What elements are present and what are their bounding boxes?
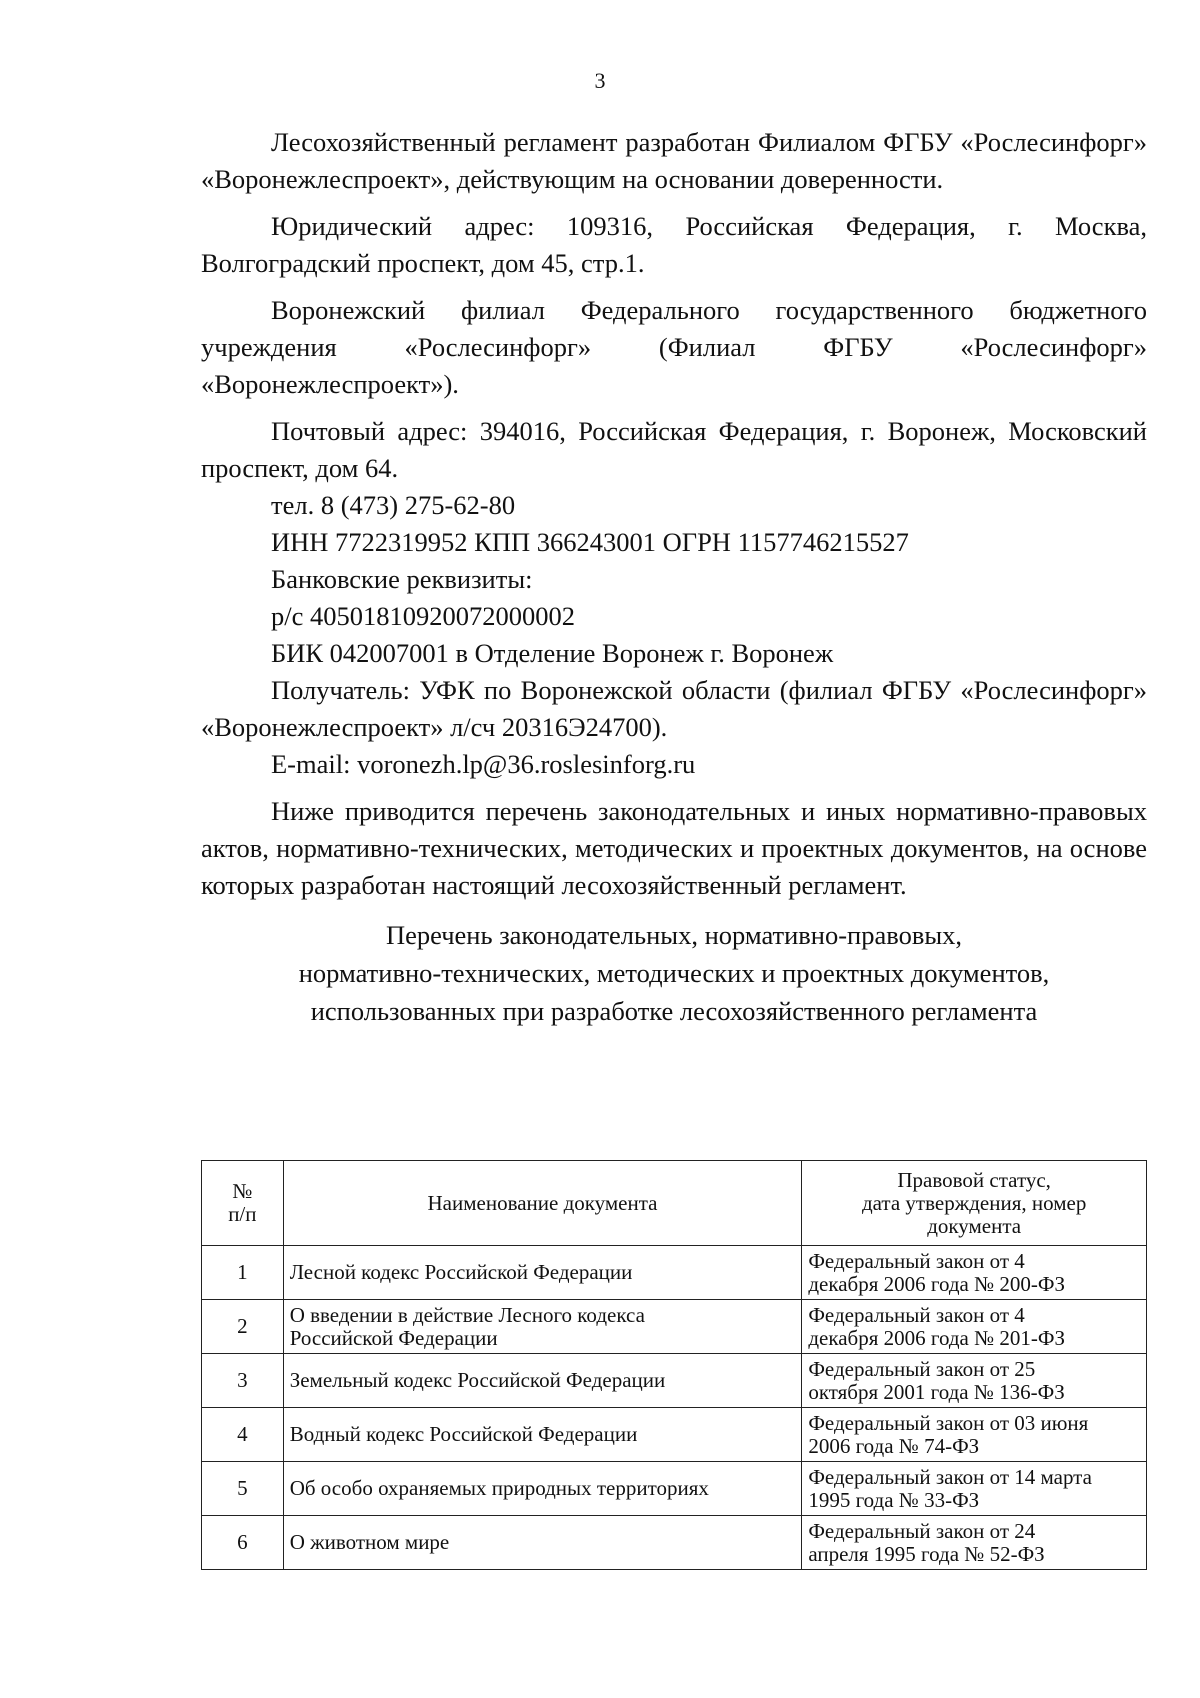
header-number: [202, 1161, 284, 1246]
list-heading-line: Перечень законодательных, нормативно-правовых,: [385, 920, 963, 950]
row-number: 6: [202, 1516, 284, 1570]
paragraph-legal-address: Юридический адрес: 109316, Российская Федерация, г. Москва, Волгоградский проспект, дом 45, стр.1.: [201, 211, 1147, 278]
row-status-line: Федеральный закон от 4: [808, 1248, 1025, 1273]
row-status-line: апреля 1995 года № 52-ФЗ: [808, 1541, 1045, 1566]
row-number: 1: [202, 1246, 284, 1300]
list-heading-line: нормативно-технических, методических и проектных документов,: [298, 958, 1050, 988]
row-status-line: Федеральный закон от 24: [808, 1518, 1036, 1543]
paragraph-developer: Лесохозяйственный регламент разработан Филиалом ФГБУ «Рослесинфорг» «Воронежлеспроект», действующим на основании доверенности.: [201, 127, 1147, 194]
row-document-name: [283, 1354, 802, 1408]
page-number: 3: [594, 68, 606, 93]
recipient-line: Получатель: УФК по Воронежской области (филиал ФГБУ «Рослесинфорг» «Воронежлеспроект» л/сч 20316Э24700).: [201, 675, 1147, 742]
row-name-line: О введении в действие Лесного кодекса: [289, 1302, 645, 1327]
header-status-line: Правовой статус,: [897, 1167, 1051, 1192]
table-row: [202, 1246, 1147, 1300]
row-document-name: [283, 1408, 802, 1462]
row-number: 3: [202, 1354, 284, 1408]
header-status-line: дата утверждения, номер: [861, 1190, 1087, 1215]
header-legal-status: [802, 1161, 1147, 1246]
row-legal-status: [802, 1300, 1147, 1354]
list-heading-line: использованных при разработке лесохозяйственного регламента: [310, 996, 1038, 1026]
bank-details-title: Банковские реквизиты:: [271, 564, 533, 594]
row-document-name: [283, 1462, 802, 1516]
row-status-line: Федеральный закон от 25: [808, 1356, 1036, 1381]
row-legal-status: [802, 1246, 1147, 1300]
row-legal-status: [802, 1516, 1147, 1570]
phone-line: тел. 8 (473) 275-62-80: [271, 490, 516, 520]
row-document-name: [283, 1300, 802, 1354]
row-name-line: Об особо охраняемых природных территориях: [289, 1476, 709, 1500]
email-line: E-mail: voronezh.lp@36.roslesinforg.ru: [271, 749, 696, 779]
table-header-row: [202, 1161, 1147, 1246]
row-name-line: О животном мире: [289, 1530, 450, 1554]
header-number-symbol: №: [232, 1179, 253, 1203]
table-row: [202, 1462, 1147, 1516]
paragraph-postal-address: Почтовый адрес: 394016, Российская Федерация, г. Воронеж, Московский проспект, дом 64.: [201, 416, 1147, 483]
paragraph-intro-list: Ниже приводится перечень законодательных и иных нормативно-правовых актов, нормативно-технических, методических и проектных документов, на основе которых разработан настоящий лесохозяйственный регламент.: [201, 796, 1147, 900]
table-row: [202, 1516, 1147, 1570]
bik-line: БИК 042007001 в Отделение Воронеж г. Воронеж: [271, 638, 834, 668]
table-row: [202, 1300, 1147, 1354]
row-name-line: Российской Федерации: [289, 1325, 498, 1350]
row-number: 4: [202, 1408, 284, 1462]
row-status-line: 1995 года № 33-ФЗ: [808, 1487, 980, 1512]
row-status-line: октября 2001 года № 136-ФЗ: [808, 1379, 1065, 1404]
row-document-name: [283, 1516, 802, 1570]
header-status-line: документа: [927, 1213, 1022, 1238]
row-legal-status: [802, 1408, 1147, 1462]
registration-codes-line: ИНН 7722319952 КПП 366243001 ОГРН 1157746215527: [271, 527, 909, 557]
table-row: [202, 1408, 1147, 1462]
row-document-name: [283, 1246, 802, 1300]
header-document-name: Наименование документа: [283, 1161, 802, 1246]
row-number: 5: [202, 1462, 284, 1516]
row-name-line: Лесной кодекс Российской Федерации: [289, 1260, 633, 1284]
header-number-abbr: п/п: [228, 1202, 257, 1226]
row-legal-status: [802, 1354, 1147, 1408]
row-legal-status: [802, 1462, 1147, 1516]
list-heading: [201, 916, 1147, 1030]
row-name-line: Водный кодекс Российской Федерации: [289, 1422, 638, 1446]
row-status-line: Федеральный закон от 4: [808, 1302, 1025, 1327]
document-body: [201, 124, 1147, 1030]
row-status-line: Федеральный закон от 14 марта: [808, 1464, 1092, 1489]
row-name-line: Земельный кодекс Российской Федерации: [289, 1368, 666, 1392]
row-status-line: декабря 2006 года № 201-ФЗ: [808, 1325, 1065, 1350]
row-status-line: Федеральный закон от 03 июня: [808, 1410, 1089, 1435]
row-status-line: декабря 2006 года № 200-ФЗ: [808, 1271, 1065, 1296]
row-number: 2: [202, 1300, 284, 1354]
row-status-line: 2006 года № 74-ФЗ: [808, 1433, 980, 1458]
account-line: р/с 40501810920072000002: [271, 601, 575, 631]
paragraph-branch-name: Воронежский филиал Федерального государственного бюджетного учреждения «Рослесинфорг» (Филиал ФГБУ «Рослесинфорг» «Воронежлеспроект»).: [201, 295, 1147, 399]
documents-table: [201, 1160, 1147, 1570]
table-row: [202, 1354, 1147, 1408]
